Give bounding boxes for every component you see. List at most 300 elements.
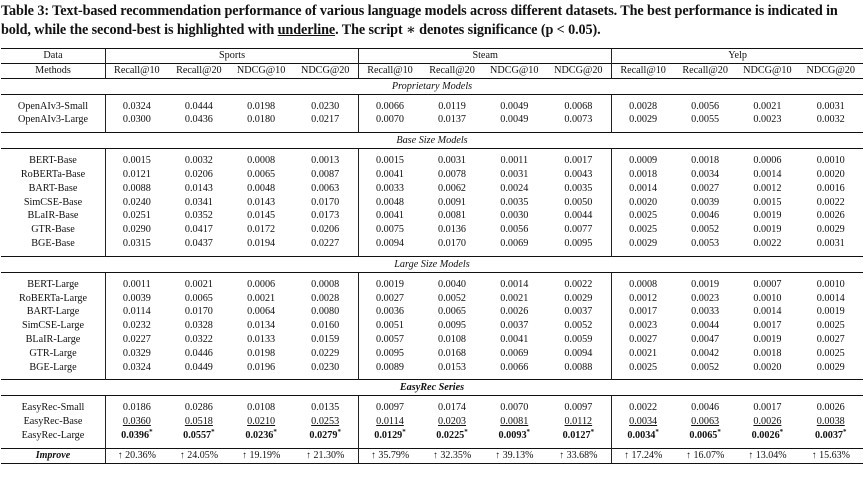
method-name: BLaIR-Large <box>25 333 81 345</box>
value-cell: 0.0114 <box>105 305 167 319</box>
value-cell: 0.0052 <box>564 320 593 332</box>
value-cell: 0.0050 <box>564 196 593 208</box>
method-name: BERT-Base <box>29 155 77 167</box>
value-cell: 0.0168 <box>438 347 467 359</box>
value-cell: 0.0028 <box>612 100 674 114</box>
value-cell: 0.0012 <box>612 292 674 306</box>
value-cell: 0.0056 <box>691 100 720 112</box>
value-cell: 0.0007 <box>753 278 782 290</box>
value-cell: 0.0133 <box>247 333 276 345</box>
value-cell: 0.0017 <box>753 320 782 332</box>
value-cell: 0.0019 <box>691 278 720 290</box>
table-row <box>1 113 863 127</box>
dataset-header-steam: Steam <box>359 49 612 64</box>
value-cell: 0.0026 <box>816 210 845 222</box>
caption-tail: . The script ∗ denotes significance (p < 0.05). <box>335 21 601 38</box>
value-cell: 0.0025 <box>612 361 674 375</box>
methods-header-cell: Methods <box>1 63 105 78</box>
improve-value: ↑ 21.30% <box>292 448 358 463</box>
value-cell: 0.0017 <box>564 155 593 167</box>
value-cell: 0.0037 <box>564 306 593 318</box>
table-row <box>1 305 863 319</box>
value-cell: 0.0017 <box>612 305 674 319</box>
value-cell: 0.0300 <box>105 113 167 127</box>
value-cell: 0.0036 <box>359 305 421 319</box>
value-cell: 0.0436 <box>184 114 213 126</box>
value-cell: 0.0114 <box>359 415 421 429</box>
table-row <box>1 361 863 375</box>
value-cell: 0.0035 <box>564 182 593 194</box>
value-cell: 0.0230 <box>311 361 340 373</box>
metric-header-recall-at-10: Recall@10 <box>359 63 421 78</box>
value-cell: 0.0032 <box>816 114 845 126</box>
value-cell: 0.0094 <box>564 347 593 359</box>
value-cell: 0.0008 <box>612 278 674 292</box>
table-row <box>1 237 863 251</box>
value-cell: 0.0322 <box>184 333 213 345</box>
value-cell: 0.0194 <box>247 237 276 249</box>
value-cell: 0.0026* <box>751 428 784 441</box>
metric-header-ndcg-at-10: NDCG@10 <box>230 63 292 78</box>
value-cell: 0.0010 <box>816 155 845 167</box>
value-cell: 0.0324 <box>105 361 167 375</box>
value-cell: 0.0196 <box>247 361 276 373</box>
value-cell: 0.0091 <box>438 196 467 208</box>
value-cell: 0.0040 <box>438 278 467 290</box>
value-cell: 0.0253 <box>311 416 340 428</box>
value-cell: 0.0134 <box>247 320 276 332</box>
value-cell: 0.0025 <box>612 223 674 237</box>
value-cell: 0.0063 <box>691 416 720 428</box>
value-cell: 0.0019 <box>753 210 782 222</box>
improve-value: ↑ 19.19% <box>230 448 292 463</box>
value-cell: 0.0329 <box>105 347 167 361</box>
value-cell: 0.0170 <box>184 306 213 318</box>
value-cell: 0.0013 <box>311 155 340 167</box>
value-cell: 0.0028 <box>311 292 340 304</box>
value-cell: 0.0018 <box>612 168 674 182</box>
metric-header-recall-at-20: Recall@20 <box>674 63 736 78</box>
value-cell: 0.0095 <box>564 237 593 249</box>
table-row <box>1 347 863 361</box>
method-name: SimCSE-Base <box>23 196 83 208</box>
value-cell: 0.0068 <box>564 100 593 112</box>
value-cell: 0.0174 <box>438 402 467 414</box>
method-name: EasyRec-Base <box>23 416 83 428</box>
value-cell: 0.0078 <box>438 168 467 180</box>
value-cell: 0.0055 <box>691 114 720 126</box>
value-cell: 0.0062 <box>438 182 467 194</box>
improve-value: ↑ 35.79% <box>359 448 421 463</box>
improve-value: ↑ 32.35% <box>421 448 483 463</box>
value-cell: 0.0014 <box>753 168 782 180</box>
value-cell: 0.0010 <box>816 278 845 290</box>
table-row <box>1 292 863 306</box>
value-cell: 0.0023 <box>753 114 782 126</box>
metric-header-ndcg-at-20: NDCG@20 <box>545 63 611 78</box>
value-cell: 0.0025 <box>816 320 845 332</box>
value-cell: 0.0032 <box>184 155 213 167</box>
value-cell: 0.0127* <box>562 428 595 441</box>
caption-underline-word: underline <box>277 21 336 38</box>
value-cell: 0.0014 <box>612 182 674 196</box>
metric-header-ndcg-at-10: NDCG@10 <box>483 63 545 78</box>
table-row <box>1 168 863 182</box>
improve-value: ↑ 39.13% <box>483 448 545 463</box>
value-cell: 0.0018 <box>691 155 720 167</box>
method-name: RoBERTa-Large <box>18 292 88 304</box>
value-cell: 0.0025 <box>816 347 845 359</box>
value-cell: 0.0043 <box>564 168 593 180</box>
value-cell: 0.0031 <box>438 155 467 167</box>
value-cell: 0.0097 <box>564 402 593 414</box>
value-cell: 0.0236* <box>245 428 277 441</box>
value-cell: 0.0229 <box>311 347 340 359</box>
table-row <box>1 196 863 210</box>
table-caption <box>1 2 863 39</box>
improve-value: ↑ 16.07% <box>674 448 736 463</box>
value-cell: 0.0449 <box>184 361 213 373</box>
value-cell: 0.0021 <box>184 278 213 290</box>
value-cell: 0.0088 <box>105 182 167 196</box>
value-cell: 0.0056 <box>500 224 529 236</box>
value-cell: 0.0033 <box>359 182 421 196</box>
improve-value: ↑ 13.04% <box>736 448 798 463</box>
value-cell: 0.0059 <box>564 333 593 345</box>
value-cell: 0.0240 <box>105 196 167 210</box>
value-cell: 0.0027 <box>691 182 720 194</box>
value-cell: 0.0094 <box>359 237 421 251</box>
value-cell: 0.0159 <box>311 333 340 345</box>
value-cell: 0.0015 <box>753 196 782 208</box>
value-cell: 0.0046 <box>691 210 720 222</box>
table-row <box>1 429 863 443</box>
section-title: Base Size Models <box>1 133 863 149</box>
value-cell: 0.0044 <box>564 210 593 222</box>
value-cell: 0.0027 <box>612 333 674 347</box>
value-cell: 0.0023 <box>612 319 674 333</box>
value-cell: 0.0198 <box>247 100 276 112</box>
value-cell: 0.0315 <box>105 237 167 251</box>
value-cell: 0.0070 <box>500 402 529 414</box>
value-cell: 0.0048 <box>247 182 276 194</box>
value-cell: 0.0069 <box>500 347 529 359</box>
value-cell: 0.0022 <box>816 196 845 208</box>
table-row <box>1 100 863 114</box>
value-cell: 0.0206 <box>184 168 213 180</box>
value-cell: 0.0020 <box>816 168 845 180</box>
section-title-row <box>1 78 863 94</box>
value-cell: 0.0015 <box>359 154 421 168</box>
value-cell: 0.0014 <box>500 278 529 290</box>
method-name: GTR-Base <box>31 224 75 236</box>
improve-value: ↑ 33.68% <box>545 448 611 463</box>
caption-lead: Table 3: Text-based recommendation performance of various language models across different datasets. The best performance is indicated in bold, while the second-best is highlighted with <box>1 3 838 38</box>
value-cell: 0.0121 <box>105 168 167 182</box>
value-cell: 0.0022 <box>753 237 782 249</box>
section-title: Proprietary Models <box>1 78 863 94</box>
table-row <box>1 278 863 292</box>
value-cell: 0.0225* <box>436 428 468 441</box>
value-cell: 0.0034 <box>691 168 720 180</box>
value-cell: 0.0206 <box>311 224 340 236</box>
method-name: RoBERTa-Base <box>20 168 86 180</box>
section-title: Large Size Models <box>1 256 863 272</box>
value-cell: 0.0026 <box>753 416 782 428</box>
value-cell: 0.0352 <box>184 210 213 222</box>
value-cell: 0.0145 <box>247 210 276 222</box>
value-cell: 0.0135 <box>311 402 340 414</box>
value-cell: 0.0170 <box>311 196 340 208</box>
value-cell: 0.0022 <box>612 401 674 415</box>
value-cell: 0.0251 <box>105 209 167 223</box>
value-cell: 0.0006 <box>753 155 782 167</box>
section-title-row <box>1 133 863 149</box>
value-cell: 0.0112 <box>564 416 593 428</box>
value-cell: 0.0180 <box>247 114 276 126</box>
value-cell: 0.0444 <box>184 100 213 112</box>
improve-value: ↑ 24.05% <box>168 448 230 463</box>
value-cell: 0.0227 <box>105 333 167 347</box>
value-cell: 0.0017 <box>753 402 782 414</box>
value-cell: 0.0217 <box>311 114 340 126</box>
value-cell: 0.0210 <box>247 416 276 428</box>
value-cell: 0.0073 <box>564 114 593 126</box>
metric-header-ndcg-at-20: NDCG@20 <box>799 63 863 78</box>
section-title-row <box>1 380 863 396</box>
value-cell: 0.0227 <box>311 237 340 249</box>
value-cell: 0.0026 <box>500 306 529 318</box>
value-cell: 0.0052 <box>691 224 720 236</box>
value-cell: 0.0019 <box>753 333 782 345</box>
value-cell: 0.0038 <box>816 416 845 428</box>
table-row <box>1 401 863 415</box>
value-cell: 0.0437 <box>184 237 213 249</box>
table-row <box>1 415 863 429</box>
value-cell: 0.0137 <box>438 114 467 126</box>
table-row <box>1 319 863 333</box>
value-cell: 0.0021 <box>612 347 674 361</box>
value-cell: 0.0186 <box>105 401 167 415</box>
value-cell: 0.0031 <box>816 100 845 112</box>
value-cell: 0.0160 <box>311 320 340 332</box>
value-cell: 0.0065 <box>184 292 213 304</box>
value-cell: 0.0172 <box>247 224 276 236</box>
value-cell: 0.0039 <box>105 292 167 306</box>
value-cell: 0.0230 <box>311 100 340 112</box>
value-cell: 0.0081 <box>500 416 529 428</box>
value-cell: 0.0203 <box>438 416 467 428</box>
value-cell: 0.0232 <box>105 319 167 333</box>
value-cell: 0.0052 <box>691 361 720 373</box>
value-cell: 0.0020 <box>753 361 782 373</box>
value-cell: 0.0129* <box>359 429 421 443</box>
value-cell: 0.0518 <box>184 416 213 428</box>
metric-header-row <box>1 63 863 78</box>
value-cell: 0.0021 <box>247 292 276 304</box>
value-cell: 0.0046 <box>691 402 720 414</box>
value-cell: 0.0037 <box>500 320 529 332</box>
value-cell: 0.0396* <box>105 429 167 443</box>
value-cell: 0.0170 <box>438 237 467 249</box>
metric-header-recall-at-20: Recall@20 <box>168 63 230 78</box>
value-cell: 0.0021 <box>500 292 529 304</box>
value-cell: 0.0360 <box>105 415 167 429</box>
value-cell: 0.0014 <box>816 292 845 304</box>
value-cell: 0.0041 <box>359 168 421 182</box>
value-cell: 0.0081 <box>438 210 467 222</box>
method-name: SimCSE-Large <box>21 320 85 332</box>
method-name: OpenAIv3-Small <box>17 100 89 112</box>
value-cell: 0.0041 <box>500 333 529 345</box>
dataset-header-yelp: Yelp <box>612 49 863 64</box>
value-cell: 0.0049 <box>500 100 529 112</box>
value-cell: 0.0047 <box>691 333 720 345</box>
value-cell: 0.0037* <box>815 428 847 441</box>
value-cell: 0.0033 <box>691 306 720 318</box>
method-name: BGE-Base <box>31 237 75 249</box>
value-cell: 0.0108 <box>247 402 276 414</box>
value-cell: 0.0119 <box>438 100 466 112</box>
data-header-cell: Data <box>1 49 105 64</box>
value-cell: 0.0011 <box>105 278 167 292</box>
value-cell: 0.0020 <box>612 196 674 210</box>
value-cell: 0.0041 <box>359 209 421 223</box>
value-cell: 0.0198 <box>247 347 276 359</box>
value-cell: 0.0066 <box>500 361 529 373</box>
value-cell: 0.0088 <box>564 361 593 373</box>
section-title-row <box>1 256 863 272</box>
method-name: BART-Large <box>26 306 80 318</box>
value-cell: 0.0065* <box>689 428 721 441</box>
method-name: BART-Base <box>28 182 78 194</box>
value-cell: 0.0557* <box>183 428 215 441</box>
table-row <box>1 182 863 196</box>
metric-header-recall-at-20: Recall@20 <box>421 63 483 78</box>
value-cell: 0.0173 <box>311 210 340 222</box>
improve-value: ↑ 15.63% <box>799 448 863 463</box>
value-cell: 0.0030 <box>500 210 529 222</box>
value-cell: 0.0136 <box>438 224 467 236</box>
value-cell: 0.0279* <box>309 428 341 441</box>
method-name: GTR-Large <box>29 347 77 359</box>
value-cell: 0.0008 <box>247 155 276 167</box>
value-cell: 0.0022 <box>564 278 593 290</box>
results-table <box>1 48 863 464</box>
value-cell: 0.0341 <box>184 196 213 208</box>
value-cell: 0.0042 <box>691 347 720 359</box>
value-cell: 0.0095 <box>359 347 421 361</box>
value-cell: 0.0029 <box>816 361 845 373</box>
value-cell: 0.0108 <box>438 333 467 345</box>
table-row <box>1 209 863 223</box>
value-cell: 0.0064 <box>247 306 276 318</box>
value-cell: 0.0021 <box>753 100 782 112</box>
value-cell: 0.0031 <box>816 237 845 249</box>
table-row <box>1 154 863 168</box>
value-cell: 0.0044 <box>691 320 720 332</box>
dataset-header-row <box>1 49 863 64</box>
value-cell: 0.0066 <box>359 100 421 114</box>
value-cell: 0.0029 <box>612 237 674 251</box>
value-cell: 0.0019 <box>359 278 421 292</box>
value-cell: 0.0012 <box>753 182 782 194</box>
metric-header-recall-at-10: Recall@10 <box>612 63 674 78</box>
value-cell: 0.0048 <box>359 196 421 210</box>
method-name: BLaIR-Base <box>27 210 79 222</box>
value-cell: 0.0010 <box>753 292 782 304</box>
value-cell: 0.0063 <box>311 182 340 194</box>
value-cell: 0.0014 <box>753 306 782 318</box>
value-cell: 0.0324 <box>105 100 167 114</box>
value-cell: 0.0070 <box>359 113 421 127</box>
value-cell: 0.0035 <box>500 196 529 208</box>
value-cell: 0.0286 <box>184 402 213 414</box>
value-cell: 0.0290 <box>105 223 167 237</box>
value-cell: 0.0065 <box>438 306 467 318</box>
value-cell: 0.0023 <box>691 292 720 304</box>
value-cell: 0.0027 <box>359 292 421 306</box>
value-cell: 0.0008 <box>311 278 340 290</box>
value-cell: 0.0031 <box>500 168 529 180</box>
value-cell: 0.0027 <box>816 333 845 345</box>
value-cell: 0.0034* <box>612 429 674 443</box>
value-cell: 0.0087 <box>311 168 340 180</box>
value-cell: 0.0015 <box>105 154 167 168</box>
metric-header-ndcg-at-20: NDCG@20 <box>292 63 358 78</box>
value-cell: 0.0328 <box>184 320 213 332</box>
value-cell: 0.0143 <box>247 196 276 208</box>
value-cell: 0.0024 <box>500 182 529 194</box>
method-name: EasyRec-Large <box>21 429 85 441</box>
value-cell: 0.0446 <box>184 347 213 359</box>
value-cell: 0.0029 <box>612 113 674 127</box>
value-cell: 0.0019 <box>753 224 782 236</box>
improve-label: Improve <box>1 448 105 463</box>
value-cell: 0.0029 <box>816 224 845 236</box>
value-cell: 0.0057 <box>359 333 421 347</box>
value-cell: 0.0016 <box>816 182 845 194</box>
value-cell: 0.0417 <box>184 224 213 236</box>
value-cell: 0.0075 <box>359 223 421 237</box>
value-cell: 0.0053 <box>691 237 720 249</box>
value-cell: 0.0009 <box>612 154 674 168</box>
value-cell: 0.0097 <box>359 401 421 415</box>
section-title: EasyRec Series <box>1 380 863 396</box>
method-name: BGE-Large <box>29 361 77 373</box>
metric-header-ndcg-at-10: NDCG@10 <box>736 63 798 78</box>
value-cell: 0.0093* <box>498 428 531 441</box>
dataset-header-sports: Sports <box>105 49 358 64</box>
value-cell: 0.0095 <box>438 320 467 332</box>
value-cell: 0.0089 <box>359 361 421 375</box>
value-cell: 0.0019 <box>816 306 845 318</box>
value-cell: 0.0018 <box>753 347 782 359</box>
value-cell: 0.0006 <box>247 278 276 290</box>
improve-value: ↑ 20.36% <box>105 448 167 463</box>
improve-row <box>1 448 863 463</box>
value-cell: 0.0049 <box>500 114 529 126</box>
value-cell: 0.0080 <box>311 306 340 318</box>
table-row <box>1 333 863 347</box>
method-name: BERT-Large <box>27 278 79 290</box>
table-row <box>1 223 863 237</box>
method-name: OpenAIv3-Large <box>18 114 88 126</box>
value-cell: 0.0077 <box>564 224 593 236</box>
value-cell: 0.0153 <box>438 361 467 373</box>
value-cell: 0.0143 <box>184 182 213 194</box>
value-cell: 0.0025 <box>612 209 674 223</box>
